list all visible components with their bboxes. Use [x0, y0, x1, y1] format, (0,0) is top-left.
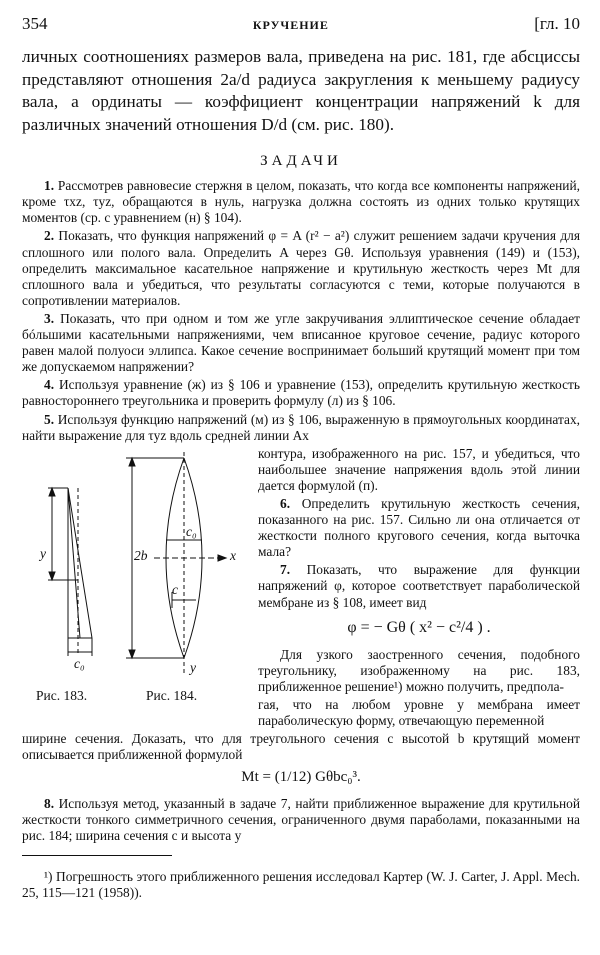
footnote: ¹) Погрешность этого приближенного решения исследовал Картер (W. J. Carter, J. Appl. Mech. 25, 115—121 (1958)).: [22, 868, 580, 900]
running-header: [22, 14, 580, 40]
problem-number: 1.: [44, 178, 55, 194]
chapter-ref: [гл. 10: [534, 14, 580, 33]
problem-text: Используя функцию напряжений (м) из § 106, выраженную в прямоугольных координатах, найти выражение для τyz вдоль средней линии Ax: [22, 411, 580, 443]
problem-text: Используя уравнение (ж) из § 106 и уравнение (153), определить крутильную жесткость равностороннего треугольника и проверить формулу (л) из § 106.: [22, 377, 580, 409]
problem-text: Используя метод, указанный в задаче 7, найти приближенное выражение для крутильной жесткости тонкого симметричного сечения, ограниченного двумя параболами, показанными на рис. 184; ширина сечения c и высота y: [22, 796, 580, 844]
problem-number: 8.: [44, 796, 55, 812]
label-y-lens: y: [190, 659, 196, 675]
problem-8: [22, 796, 580, 844]
figure-drawing: [22, 452, 248, 724]
problem-7-cont2: гая, что на любом уровне y мембрана имеет параболическую форму, отвечающую переменной: [258, 696, 580, 728]
problem-number: 4.: [44, 377, 55, 393]
problem-5-cont: контура, изображенного на рис. 157, и убедиться, что наибольшее значение напряжения вдоль этой линии дается формулой (п).: [258, 445, 580, 493]
figures-183-184: [22, 452, 248, 724]
label-c0: c₀: [74, 655, 85, 671]
problem-text: Определить крутильную жесткость сечения, показанного на рис. 157. Сильно ли она отличается от жесткости полного кругового сечения, когда выточка мала?: [258, 495, 580, 560]
caption-fig-184: Рис. 184.: [146, 687, 198, 703]
problem-number: 7.: [280, 562, 291, 578]
problem-1: [22, 178, 580, 226]
problem-text: Показать, что функция напряжений φ = A (r² − a²) служит решением задачи кручения для сплошного или полого вала. Определить A через Gθ. Используя уравнения (149) и (153), определить максимальное касательное напряжение и крутильную жесткость через Mt для сплошного вала и убедиться, что результаты согласуются с теми, которые получаются в сопротивлении материалов.: [22, 228, 580, 308]
problem-3: [22, 311, 580, 375]
problem-4: [22, 377, 580, 409]
problem-text: Рассмотрев равновесие стержня в целом, показать, что когда все компоненты напряжений, кроме τxz, τyz, обращаются в нуль, нагрузка должна состоять из одних только крутящих моментов (ср. с уравнением (н) § 104).: [22, 178, 580, 226]
problem-number: 3.: [44, 310, 55, 326]
problem-number: 2.: [44, 228, 55, 244]
problem-text: Показать, что выражение для функции напряжений φ, которое соответствует параболической мембране из § 108, имеет вид: [258, 562, 580, 610]
problem-5-start: [22, 412, 580, 444]
problem-7-cont: Для узкого заостренного сечения, подобного треугольнику, изображенному на рис. 183, приближенное решение¹) можно получить, предпола-: [258, 646, 580, 694]
caption-fig-183: Рис. 183.: [36, 687, 88, 703]
problem-text: Показать, что при одном и том же угле закручивания эллиптическое сечение обладает бóльшими касательными напряжениями, чем вписанное круговое сечение, радиус которого равен малой полуоси эллипса. Какое сечение воспринимает больший крутящий момент при том же допускаемом напряжении?: [22, 310, 580, 375]
problem-2: [22, 228, 580, 308]
page-number: 354: [22, 14, 48, 33]
label-2b: 2b: [134, 547, 148, 563]
problem-number: 5.: [44, 411, 55, 427]
formula-mt: Mt = (1/12) Gθbc₀³.: [241, 769, 361, 786]
formula-phi: φ = − Gθ ( x² − c²/4 ) .: [347, 618, 491, 636]
label-y: y: [40, 545, 46, 561]
figure-wrap: [22, 446, 580, 729]
problem-number: 6.: [280, 495, 291, 511]
label-c: c: [172, 581, 178, 597]
intro-paragraph: личных соотношениях размеров вала, приведена на рис. 181, где абсциссы представляют отношения 2a/d радиуса закругления к меньшему радиусу вала, а ординаты — коэффициент концентрации напряжений k для различных значений отношения D/d (см. рис. 180).: [22, 47, 580, 134]
running-title: КРУЧЕНИЕ: [252, 18, 329, 32]
section-title: ЗАДАЧИ: [260, 153, 342, 170]
problem-7-cont3: ширине сечения. Доказать, что для треугольного сечения с высотой b крутящий момент описывается приближенной формулой: [22, 731, 580, 763]
page: [22, 14, 580, 914]
label-x: x: [230, 547, 236, 563]
triangle-section: [48, 488, 92, 656]
label-c0-lens: c₀: [186, 523, 197, 539]
footnote-rule: [22, 855, 172, 856]
